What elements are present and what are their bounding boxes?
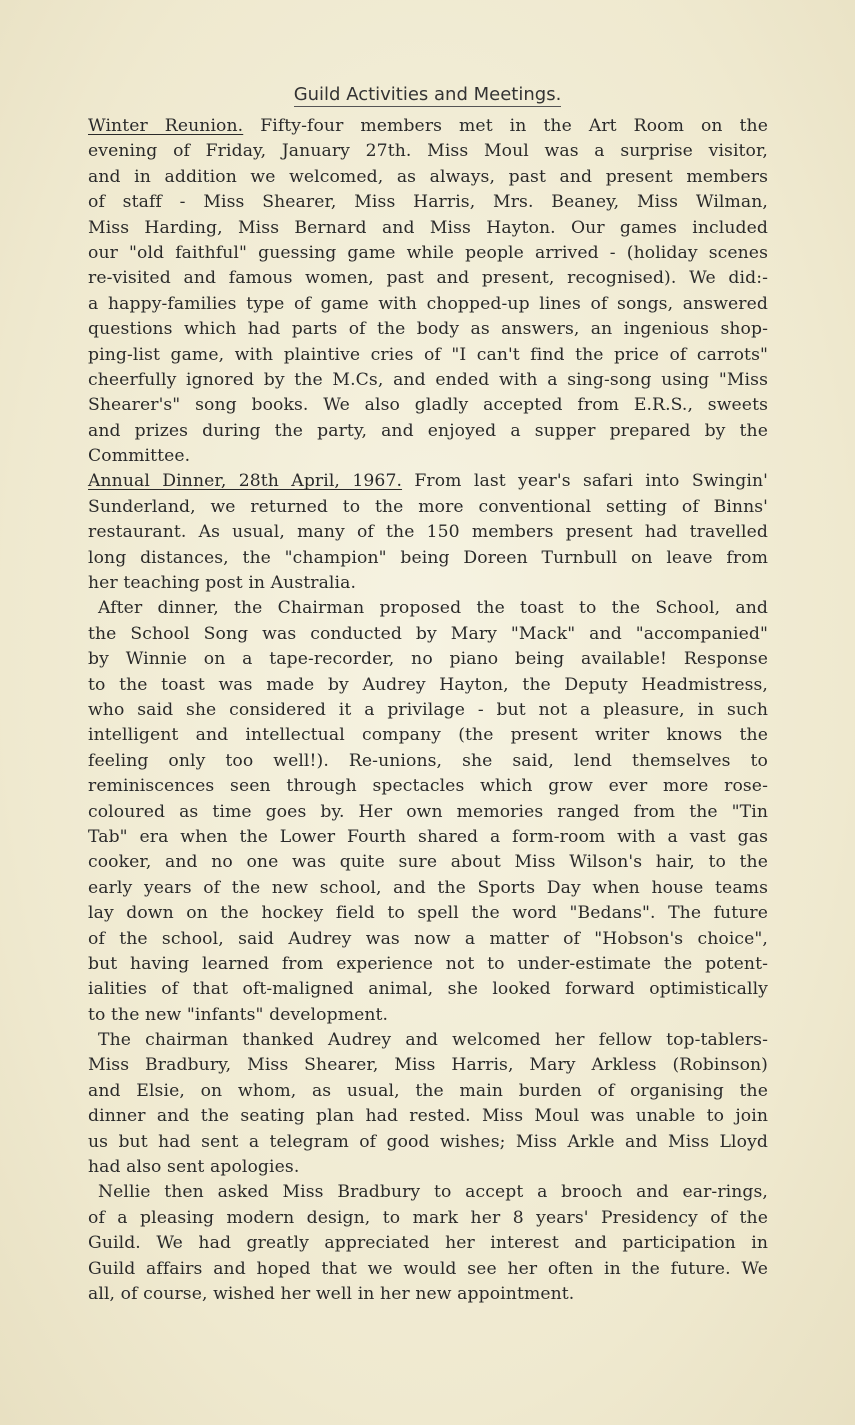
- line-text: lay down on the hockey field to spell the word "Bedans". The future: [88, 903, 768, 924]
- text-line: [88, 1028, 768, 1053]
- text-line: [88, 825, 768, 850]
- article-body: [88, 114, 768, 1307]
- page-title-text: Guild Activities and Meetings.: [293, 84, 562, 105]
- text-line: [88, 647, 768, 672]
- line-text: intelligent and intellectual company (the present writer knows the: [88, 725, 768, 746]
- text-line: [88, 774, 768, 799]
- line-text: dinner and the seating plan had rested. Miss Moul was unable to join: [88, 1106, 768, 1127]
- text-line: [88, 723, 768, 748]
- text-line: [88, 1257, 768, 1282]
- line-text: early years of the new school, and the Sports Day when house teams: [88, 877, 768, 898]
- line-text: of the school, said Audrey was now a matter of "Hobson's choice",: [88, 928, 768, 949]
- line-text: Guild. We had greatly appreciated her interest and participation in: [88, 1233, 768, 1254]
- text-line: [88, 1130, 768, 1155]
- text-line: [88, 927, 768, 952]
- text-line: [88, 977, 768, 1002]
- text-line: [88, 571, 768, 596]
- text-line: [88, 190, 768, 215]
- text-line: [88, 139, 768, 164]
- line-text: of a pleasing modern design, to mark her 8 years' Presidency of the: [88, 1207, 768, 1228]
- line-text: our "old faithful" guessing game while people arrived - (holiday scenes: [88, 242, 768, 263]
- page-title: [0, 84, 855, 105]
- line-text: From last year's safari into Swingin': [402, 471, 768, 492]
- line-text: Nellie then asked Miss Bradbury to accept a brooch and ear-rings,: [98, 1182, 768, 1203]
- text-line: [88, 317, 768, 342]
- line-text: us but had sent a telegram of good wishes; Miss Arkle and Miss Lloyd: [88, 1131, 768, 1152]
- text-line: [88, 266, 768, 291]
- line-text: evening of Friday, January 27th. Miss Moul was a surprise visitor,: [88, 141, 768, 162]
- line-text: Tab" era when the Lower Fourth shared a form-room with a vast gas: [88, 826, 768, 847]
- line-text: and in addition we welcomed, as always, past and present members: [88, 166, 768, 187]
- line-text: Fifty-four members met in the Art Room on the: [243, 116, 768, 136]
- line-text: of staff - Miss Shearer, Miss Harris, Mrs. Beaney, Miss Wilman,: [88, 192, 768, 213]
- text-line: [88, 495, 768, 520]
- text-line: [88, 368, 768, 393]
- text-line: [88, 216, 768, 241]
- line-text: the School Song was conducted by Mary "Mack" and "accompanied": [88, 623, 768, 644]
- line-text: restaurant. As usual, many of the 150 members present had travelled: [88, 522, 768, 543]
- text-line: [88, 876, 768, 901]
- line-text: The chairman thanked Audrey and welcomed her fellow top-tablers-: [98, 1030, 768, 1051]
- line-text: long distances, the "champion" being Doreen Turnbull on leave from: [88, 547, 768, 568]
- text-line: [88, 1053, 768, 1078]
- line-text: coloured as time goes by. Her own memories ranged from the "Tin: [88, 801, 768, 822]
- text-line: [88, 622, 768, 647]
- text-line: [88, 419, 768, 444]
- text-line: [88, 749, 768, 774]
- line-text: cooker, and no one was quite sure about Miss Wilson's hair, to the: [88, 852, 768, 873]
- text-line: [88, 850, 768, 875]
- text-line: [88, 952, 768, 977]
- text-line: [88, 393, 768, 418]
- line-text: Miss Harding, Miss Bernard and Miss Hayton. Our games included: [88, 217, 768, 238]
- line-text: Committee.: [88, 446, 191, 467]
- text-line: [88, 165, 768, 190]
- line-text: ialities of that oft-maligned animal, she looked forward optimistically: [88, 979, 768, 1000]
- line-text: her teaching post in Australia.: [88, 573, 357, 594]
- text-line: [88, 1180, 768, 1205]
- line-text: reminiscences seen through spectacles which grow ever more rose-: [88, 776, 768, 797]
- text-line: [88, 1079, 768, 1104]
- text-line: [88, 1155, 768, 1180]
- text-line: [88, 698, 768, 723]
- line-text: questions which had parts of the body as answers, an ingenious shop-: [88, 319, 768, 340]
- line-text: Miss Bradbury, Miss Shearer, Miss Harris, Mary Arkless (Robinson): [88, 1055, 768, 1076]
- text-line: [88, 114, 768, 139]
- line-text: Sunderland, we returned to the more conventional setting of Binns': [88, 496, 768, 517]
- text-line: [88, 1104, 768, 1129]
- line-text: and Elsie, on whom, as usual, the main burden of organising the: [88, 1080, 768, 1101]
- line-text: had also sent apologies.: [88, 1157, 300, 1178]
- line-text: all, of course, wished her well in her new appointment.: [88, 1283, 575, 1304]
- text-line: [88, 520, 768, 545]
- text-line: [88, 469, 768, 494]
- section-heading: Winter Reunion.: [88, 116, 244, 136]
- line-text: to the new "infants" development.: [88, 1004, 389, 1025]
- line-text: and prizes during the party, and enjoyed a supper prepared by the: [88, 420, 768, 441]
- text-line: [88, 546, 768, 571]
- text-line: [88, 596, 768, 621]
- text-line: [88, 1003, 768, 1028]
- line-text: re-visited and famous women, past and present, recognised). We did:-: [88, 268, 768, 289]
- line-text: who said she considered it a privilage - but not a pleasure, in such: [88, 699, 768, 720]
- text-line: [88, 901, 768, 926]
- line-text: by Winnie on a tape-recorder, no piano being available! Response: [88, 649, 768, 670]
- line-text: feeling only too well!). Re-unions, she said, lend themselves to: [88, 750, 768, 771]
- line-text: a happy-families type of game with chopped-up lines of songs, answered: [88, 293, 768, 314]
- text-line: [88, 1231, 768, 1256]
- text-line: [88, 1206, 768, 1231]
- text-line: [88, 444, 768, 469]
- line-text: ping-list game, with plaintive cries of "I can't find the price of carrots": [88, 344, 768, 365]
- text-line: [88, 343, 768, 368]
- line-text: cheerfully ignored by the M.Cs, and ended with a sing-song using "Miss: [88, 369, 768, 390]
- line-text: After dinner, the Chairman proposed the toast to the School, and: [98, 598, 768, 619]
- text-line: [88, 800, 768, 825]
- text-line: [88, 673, 768, 698]
- text-line: [88, 1282, 768, 1307]
- line-text: Guild affairs and hoped that we would see her often in the future. We: [88, 1258, 768, 1279]
- line-text: but having learned from experience not to under-estimate the potent-: [88, 953, 768, 974]
- line-text: to the toast was made by Audrey Hayton, the Deputy Headmistress,: [88, 674, 768, 695]
- section-heading: Annual Dinner, 28th April, 1967.: [88, 471, 403, 492]
- line-text: Shearer's" song books. We also gladly accepted from E.R.S., sweets: [88, 395, 768, 416]
- text-line: [88, 241, 768, 266]
- text-line: [88, 292, 768, 317]
